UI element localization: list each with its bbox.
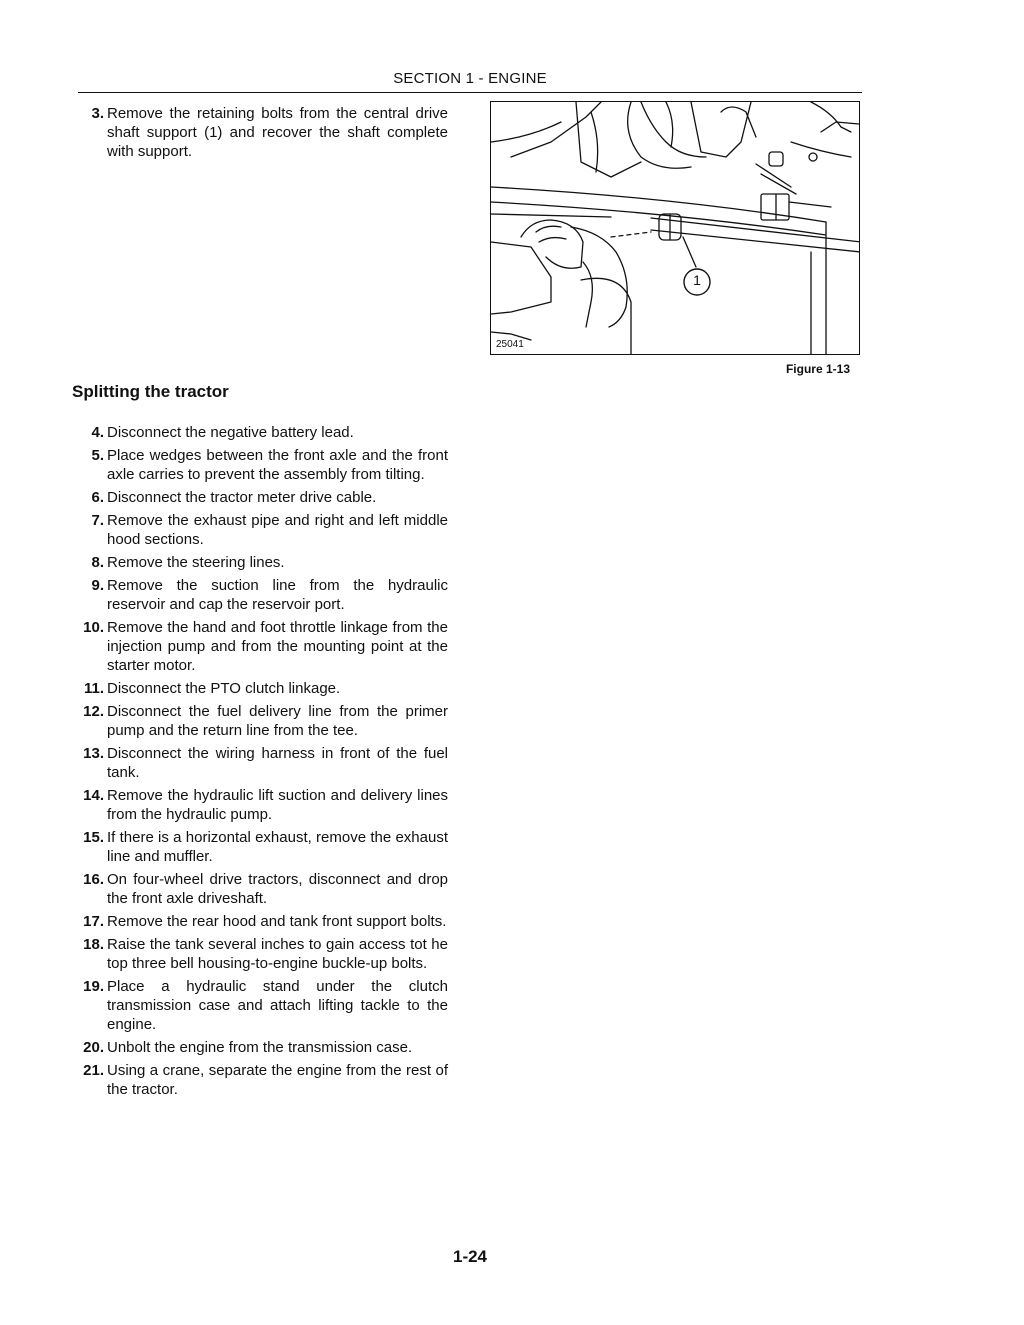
- list-item: [72, 1038, 448, 1057]
- step-number: 21.: [83, 1062, 104, 1079]
- list-item: [72, 553, 448, 572]
- step-number: 20.: [83, 1039, 104, 1056]
- step-number: 9.: [91, 577, 104, 594]
- figure-id: 25041: [496, 339, 524, 350]
- header-rule: [78, 92, 862, 93]
- section-header: SECTION 1 - ENGINE: [393, 70, 547, 87]
- step-number: 6.: [91, 489, 104, 506]
- step-number: 12.: [83, 703, 104, 720]
- list-item: [72, 511, 448, 549]
- step-number: 18.: [83, 936, 104, 953]
- step-number: 11.: [83, 680, 104, 697]
- list-item: [72, 679, 448, 698]
- figure-callout: 1: [693, 272, 701, 288]
- step-text: Remove the steering lines.: [107, 554, 285, 571]
- step-text: Place a hydraulic stand under the clutch transmission case and attach lifting tackle to the engine.: [107, 978, 448, 1033]
- step-text: Raise the tank several inches to gain access tot he top three bell housing-to-engine buckle-up bolts.: [107, 936, 448, 972]
- step-text: Remove the rear hood and tank front support bolts.: [107, 913, 447, 930]
- step-text: Disconnect the tractor meter drive cable.: [107, 489, 377, 506]
- step-text: Disconnect the wiring harness in front of the fuel tank.: [107, 745, 448, 781]
- intro-steps: [72, 104, 448, 165]
- section-heading: Splitting the tractor: [72, 382, 229, 401]
- list-item: [72, 423, 448, 442]
- step-text: Disconnect the fuel delivery line from the primer pump and the return line from the tee.: [107, 703, 448, 739]
- step-number: 10.: [83, 619, 104, 636]
- driveshaft-drawing: [491, 102, 860, 355]
- list-item: [72, 618, 448, 675]
- list-item: [72, 702, 448, 740]
- step-number: 5.: [91, 447, 104, 464]
- step-text: Using a crane, separate the engine from the rest of the tractor.: [107, 1062, 448, 1098]
- page-number: 1-24: [452, 1247, 488, 1266]
- list-item: [72, 446, 448, 484]
- figure-illustration: [490, 101, 860, 355]
- step-text: Disconnect the negative battery lead.: [107, 424, 354, 441]
- list-item: [72, 828, 448, 866]
- step-number: 19.: [83, 978, 104, 995]
- step-text: Place wedges between the front axle and the front axle carries to prevent the assembly from tilting.: [107, 447, 448, 483]
- step-number: 17.: [83, 913, 104, 930]
- list-item: [72, 104, 448, 161]
- figure-caption: Figure 1-13: [785, 362, 850, 376]
- step-text: Remove the hand and foot throttle linkage from the injection pump and from the mounting point at the starter motor.: [107, 619, 448, 674]
- list-item: [72, 1061, 448, 1099]
- step-text: Unbolt the engine from the transmission case.: [107, 1039, 413, 1056]
- step-number: 15.: [83, 829, 104, 846]
- step-number: 14.: [83, 787, 104, 804]
- step-text: Disconnect the PTO clutch linkage.: [107, 680, 341, 697]
- step-text: Remove the exhaust pipe and right and left middle hood sections.: [107, 512, 448, 548]
- step-number: 8.: [91, 554, 104, 571]
- step-text: If there is a horizontal exhaust, remove the exhaust line and muffler.: [107, 829, 448, 865]
- step-number: 13.: [83, 745, 104, 762]
- list-item: [72, 488, 448, 507]
- list-item: [72, 912, 448, 931]
- step-text: Remove the retaining bolts from the central drive shaft support (1) and recover the shaft complete with support.: [107, 105, 448, 160]
- procedure-steps: [72, 423, 448, 1103]
- step-text: On four-wheel drive tractors, disconnect and drop the front axle driveshaft.: [107, 871, 448, 907]
- step-number: 16.: [83, 871, 104, 888]
- step-text: Remove the suction line from the hydraulic reservoir and cap the reservoir port.: [107, 577, 448, 613]
- step-number: 3.: [91, 105, 104, 122]
- step-number: 7.: [91, 512, 104, 529]
- list-item: [72, 977, 448, 1034]
- step-text: Remove the hydraulic lift suction and delivery lines from the hydraulic pump.: [107, 787, 448, 823]
- list-item: [72, 576, 448, 614]
- list-item: [72, 935, 448, 973]
- list-item: [72, 870, 448, 908]
- list-item: [72, 744, 448, 782]
- list-item: [72, 786, 448, 824]
- step-number: 4.: [91, 424, 104, 441]
